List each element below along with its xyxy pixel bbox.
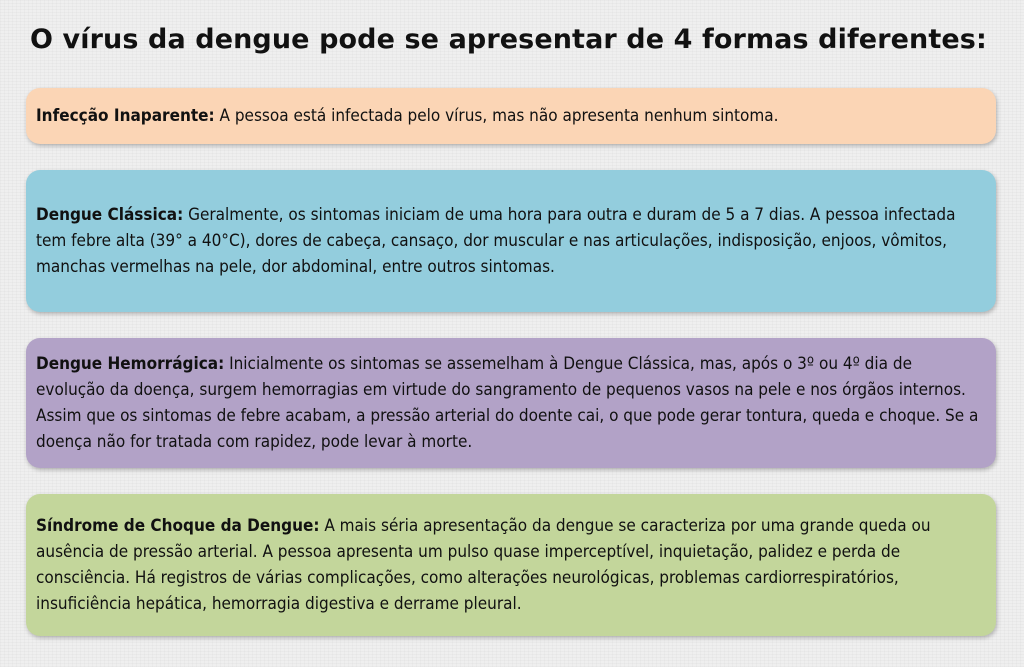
card-text (36, 103, 982, 129)
card-description: Geralmente, os sintomas iniciam de uma hora para outra e duram de 5 a 7 dias. A pessoa infectada tem febre alta (39° a 40°C), dores de cabeça, cansaço, dor muscular e nas articulações, indisposição, enjoos, vômitos, manchas vermelhas na pele, dor abdominal, entre outros sintomas. (36, 205, 956, 277)
card-sindrome-choque (26, 494, 996, 636)
card-term: Dengue Clássica: (36, 205, 184, 225)
card-term: Síndrome de Choque da Dengue: (36, 516, 320, 536)
card-dengue-hemorragica (26, 338, 996, 468)
card-description: A pessoa está infectada pelo vírus, mas não apresenta nenhum sintoma. (214, 106, 779, 126)
card-term: Dengue Hemorrágica: (36, 354, 225, 374)
card-text (36, 202, 982, 280)
card-text (36, 351, 982, 455)
card-dengue-classica (26, 170, 996, 312)
card-description: Inicialmente os sintomas se assemelham à Dengue Clássica, mas, após o 3º ou 4º dia de evolução da doença, surgem hemorragias em virtude do sangramento de pequenos vasos na pele e nos órgãos internos. Assim que os sintomas de febre acabam, a pressão arterial do doente cai, o que pode gerar tontura, queda e choque. Se a doença não for tratada com rapidez, pode levar à morte. (36, 354, 979, 452)
card-infeccao-inaparente (26, 88, 996, 144)
card-description: A mais séria apresentação da dengue se caracteriza por uma grande queda ou ausência de pressão arterial. A pessoa apresenta um pulso quase imperceptível, inquietação, palidez e perda de consciência. Há registros de várias complicações, como alterações neurológicas, problemas cardiorrespiratórios, insuficiência hepática, hemorragia digestiva e derrame pleural. (36, 516, 931, 614)
card-text (36, 513, 982, 617)
page-title: O vírus da dengue pode se apresentar de 4 formas diferentes: (30, 24, 987, 55)
card-term: Infecção Inaparente: (36, 106, 215, 126)
